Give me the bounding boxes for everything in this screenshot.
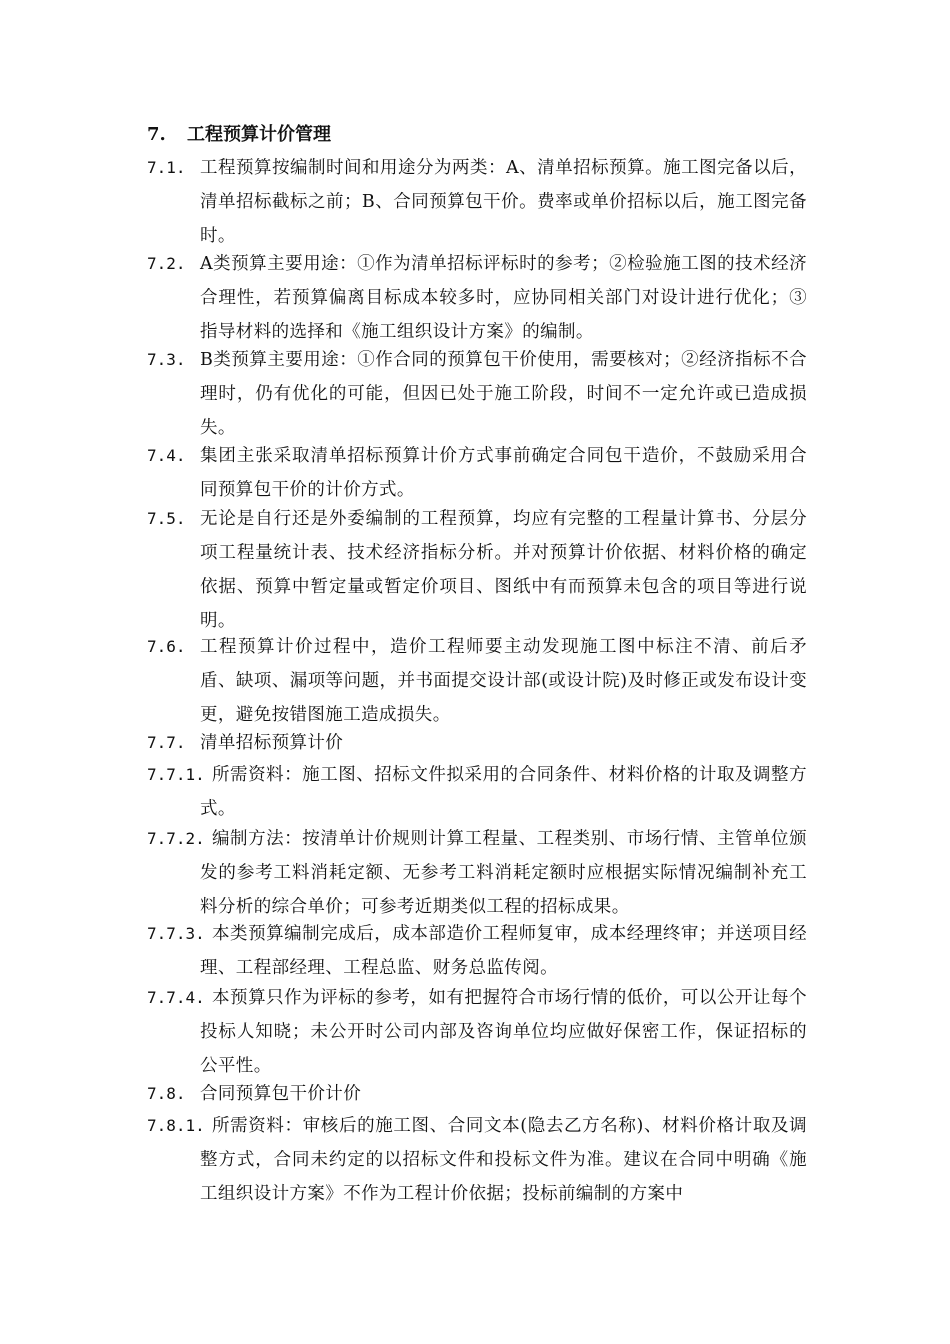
section-number: 7. bbox=[147, 124, 166, 145]
item-number: 7.1. bbox=[147, 158, 186, 177]
item-number: 7.6. bbox=[147, 637, 186, 656]
item-text: 清单招标预算计价 bbox=[200, 733, 344, 753]
item-text: A类预算主要用途：①作为清单招标评标时的参考；②检验施工图的技术经济合理性，若预算偏离目标成本较多时，应协同相关部门对设计进行优化；③指导材料的选择和《施工组织设计方案》的编制。 bbox=[200, 254, 807, 342]
item-text: 无论是自行还是外委编制的工程预算，均应有完整的工程量计算书、分层分项工程量统计表、技术经济指标分析。并对预算计价依据、材料价格的确定依据、预算中暂定量或暂定价项目、图纸中有而预算未包含的项目等进行说明。 bbox=[200, 509, 807, 631]
section-heading bbox=[147, 122, 331, 148]
item-text: 本类预算编制完成后，成本部造价工程师复审，成本经理终审；并送项目经理、工程部经理、工程总监、财务总监传阅。 bbox=[200, 924, 807, 978]
item-number: 7.5. bbox=[147, 509, 186, 528]
item-text: 所需资料：施工图、招标文件拟采用的合同条件、材料价格的计取及调整方式。 bbox=[200, 765, 807, 819]
list-item bbox=[147, 502, 807, 638]
item-text: 本预算只作为评标的参考，如有把握符合市场行情的低价，可以公开让每个投标人知晓；未公开时公司内部及咨询单位均应做好保密工作，保证招标的公平性。 bbox=[200, 988, 807, 1076]
list-item bbox=[147, 758, 807, 826]
item-number: 7.8. bbox=[147, 1084, 186, 1103]
item-text: 工程预算计价过程中，造价工程师要主动发现施工图中标注不清、前后矛盾、缺项、漏项等问题，并书面提交设计部(或设计院)及时修正或发布设计变更，避免按错图施工造成损失。 bbox=[200, 637, 807, 725]
list-item bbox=[147, 981, 807, 1083]
list-item bbox=[147, 343, 807, 445]
item-number: 7.7.1. bbox=[147, 765, 205, 784]
list-item bbox=[147, 822, 807, 924]
item-number: 7.7.4. bbox=[147, 988, 205, 1007]
item-number: 7.8.1. bbox=[147, 1116, 205, 1135]
item-number: 7.4. bbox=[147, 446, 186, 465]
list-item bbox=[147, 247, 807, 349]
list-item bbox=[147, 151, 807, 253]
item-number: 7.2. bbox=[147, 254, 186, 273]
item-text: 工程预算按编制时间和用途分为两类：A、清单招标预算。施工图完备以后，清单招标截标之前；B、合同预算包干价。费率或单价招标以后，施工图完备时。 bbox=[200, 158, 807, 246]
item-text: B类预算主要用途：①作合同的预算包干价使用，需要核对；②经济指标不合理时，仍有优化的可能，但因已处于施工阶段，时间不一定允许或已造成损失。 bbox=[200, 350, 807, 438]
section-title: 工程预算计价管理 bbox=[187, 124, 331, 145]
item-text: 编制方法：按清单计价规则计算工程量、工程类别、市场行情、主管单位颁发的参考工料消耗定额、无参考工料消耗定额时应根据实际情况编制补充工料分析的综合单价；可参考近期类似工程的招标成果。 bbox=[200, 829, 807, 917]
item-text: 合同预算包干价计价 bbox=[200, 1084, 362, 1104]
item-number: 7.7. bbox=[147, 733, 186, 752]
item-number: 7.7.2. bbox=[147, 829, 205, 848]
list-item bbox=[147, 630, 807, 732]
item-number: 7.7.3. bbox=[147, 924, 205, 943]
list-item bbox=[147, 726, 807, 760]
item-number: 7.3. bbox=[147, 350, 186, 369]
item-text: 集团主张采取清单招标预算计价方式事前确定合同包干造价，不鼓励采用合同预算包干价的计价方式。 bbox=[200, 446, 807, 500]
item-text: 所需资料：审核后的施工图、合同文本(隐去乙方名称)、材料价格计取及调整方式，合同未约定的以招标文件和投标文件为准。建议在合同中明确《施工组织设计方案》不作为工程计价依据；投标前编制的方案中 bbox=[200, 1116, 807, 1204]
list-item bbox=[147, 1109, 807, 1211]
list-item bbox=[147, 917, 807, 985]
list-item bbox=[147, 1077, 807, 1111]
list-item bbox=[147, 439, 807, 507]
